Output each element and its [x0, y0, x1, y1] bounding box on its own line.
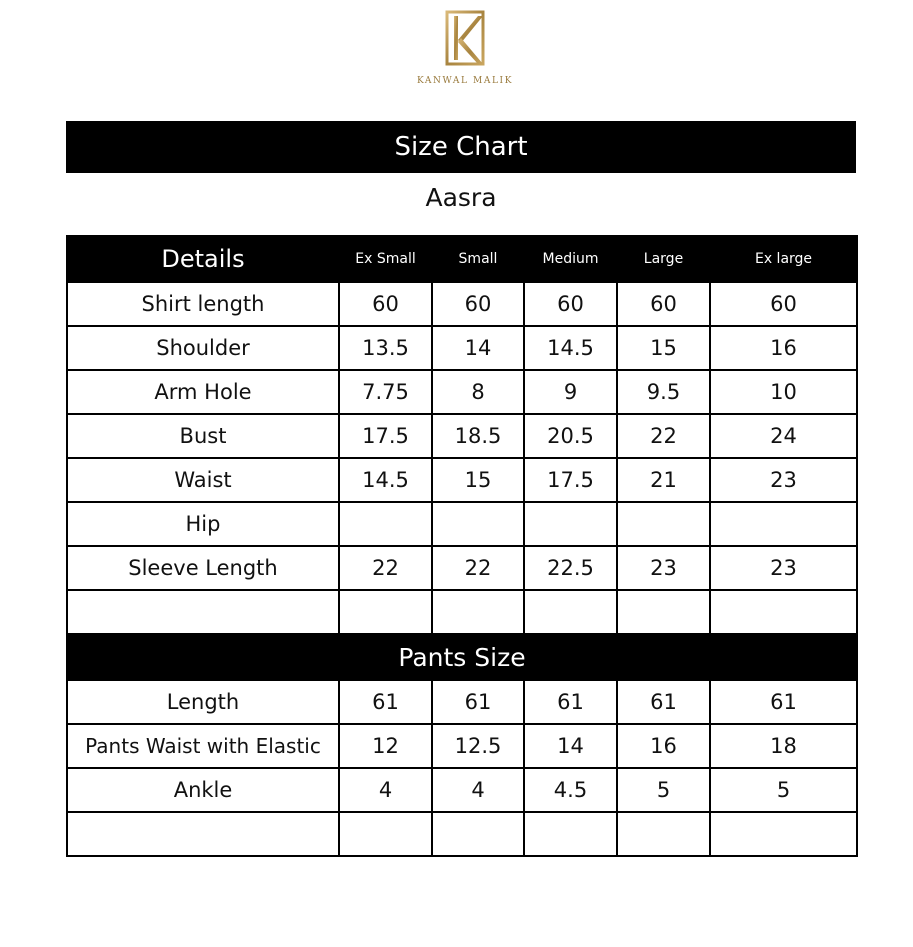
- table-cell: 22: [339, 546, 432, 590]
- table-cell: 21: [617, 458, 710, 502]
- table-cell: 60: [524, 282, 617, 326]
- table-header-row: [67, 236, 857, 282]
- table-cell: 22: [432, 546, 524, 590]
- table-row: [67, 502, 857, 546]
- table-row: [67, 724, 857, 768]
- table-cell: 60: [432, 282, 524, 326]
- brand-logo: [413, 10, 517, 84]
- table-cell: [524, 502, 617, 546]
- table-row: [67, 546, 857, 590]
- row-label: [67, 590, 339, 634]
- table-cell: [339, 812, 432, 856]
- size-chart-table: [66, 235, 858, 857]
- size-chart-title: Size Chart: [66, 121, 856, 173]
- table-cell: [432, 590, 524, 634]
- table-cell: 23: [617, 546, 710, 590]
- table-row: [67, 326, 857, 370]
- table-cell: 17.5: [524, 458, 617, 502]
- table-cell: 20.5: [524, 414, 617, 458]
- pants-section-row: [67, 634, 857, 680]
- brand-monogram-icon: [445, 10, 485, 66]
- table-cell: 61: [339, 680, 432, 724]
- row-label: Arm Hole: [67, 370, 339, 414]
- table-cell: 24: [710, 414, 857, 458]
- table-cell: [617, 812, 710, 856]
- table-cell: 61: [524, 680, 617, 724]
- table-cell: 8: [432, 370, 524, 414]
- row-label: Length: [67, 680, 339, 724]
- pants-size-heading: Pants Size: [67, 634, 857, 680]
- table-cell: 61: [617, 680, 710, 724]
- table-cell: 14: [432, 326, 524, 370]
- table-cell: [339, 502, 432, 546]
- table-cell: 60: [710, 282, 857, 326]
- table-cell: 18: [710, 724, 857, 768]
- table-cell: 16: [617, 724, 710, 768]
- table-cell: [339, 590, 432, 634]
- table-cell: [524, 590, 617, 634]
- table-cell: 23: [710, 546, 857, 590]
- row-label: Shirt length: [67, 282, 339, 326]
- table-cell: 61: [710, 680, 857, 724]
- table-cell: 60: [339, 282, 432, 326]
- table-cell: 12.5: [432, 724, 524, 768]
- table-cell: 7.75: [339, 370, 432, 414]
- table-row: [67, 680, 857, 724]
- table-cell: 10: [710, 370, 857, 414]
- row-label: Waist: [67, 458, 339, 502]
- table-cell: 18.5: [432, 414, 524, 458]
- column-header-large: Large: [617, 236, 710, 282]
- table-cell: 4: [432, 768, 524, 812]
- table-cell: [710, 812, 857, 856]
- row-label: Ankle: [67, 768, 339, 812]
- product-name: Aasra: [425, 183, 497, 212]
- table-cell: 4.5: [524, 768, 617, 812]
- table-cell: 61: [432, 680, 524, 724]
- column-header-details: Details: [67, 236, 339, 282]
- table-cell: 14.5: [524, 326, 617, 370]
- table-cell: 15: [432, 458, 524, 502]
- table-cell: 9.5: [617, 370, 710, 414]
- table-row: [67, 414, 857, 458]
- table-row: [67, 458, 857, 502]
- column-header-ex-large: Ex large: [710, 236, 857, 282]
- table-cell: 17.5: [339, 414, 432, 458]
- table-cell: 15: [617, 326, 710, 370]
- table-cell: 16: [710, 326, 857, 370]
- table-cell: [524, 812, 617, 856]
- table-cell: [617, 502, 710, 546]
- table-cell: [432, 812, 524, 856]
- column-header-ex-small: Ex Small: [339, 236, 432, 282]
- column-header-small: Small: [432, 236, 524, 282]
- table-cell: 14.5: [339, 458, 432, 502]
- table-cell: 14: [524, 724, 617, 768]
- table-cell: 60: [617, 282, 710, 326]
- table-cell: 13.5: [339, 326, 432, 370]
- table-cell: [617, 590, 710, 634]
- table-cell: [710, 502, 857, 546]
- table-row: [67, 768, 857, 812]
- table-row: [67, 370, 857, 414]
- row-label: Pants Waist with Elastic: [67, 724, 339, 768]
- table-cell: 12: [339, 724, 432, 768]
- brand-name: KANWAL MALIK: [416, 76, 514, 86]
- table-cell: 22: [617, 414, 710, 458]
- table-cell: [432, 502, 524, 546]
- table-row-empty: [67, 812, 857, 856]
- table-row-empty: [67, 590, 857, 634]
- table-cell: [710, 590, 857, 634]
- table-cell: 9: [524, 370, 617, 414]
- table-cell: 5: [617, 768, 710, 812]
- table-cell: 23: [710, 458, 857, 502]
- table-cell: 22.5: [524, 546, 617, 590]
- table-cell: 4: [339, 768, 432, 812]
- row-label: [67, 812, 339, 856]
- table-row: [67, 282, 857, 326]
- row-label: Sleeve Length: [67, 546, 339, 590]
- row-label: Hip: [67, 502, 339, 546]
- row-label: Bust: [67, 414, 339, 458]
- row-label: Shoulder: [67, 326, 339, 370]
- table-cell: 5: [710, 768, 857, 812]
- column-header-medium: Medium: [524, 236, 617, 282]
